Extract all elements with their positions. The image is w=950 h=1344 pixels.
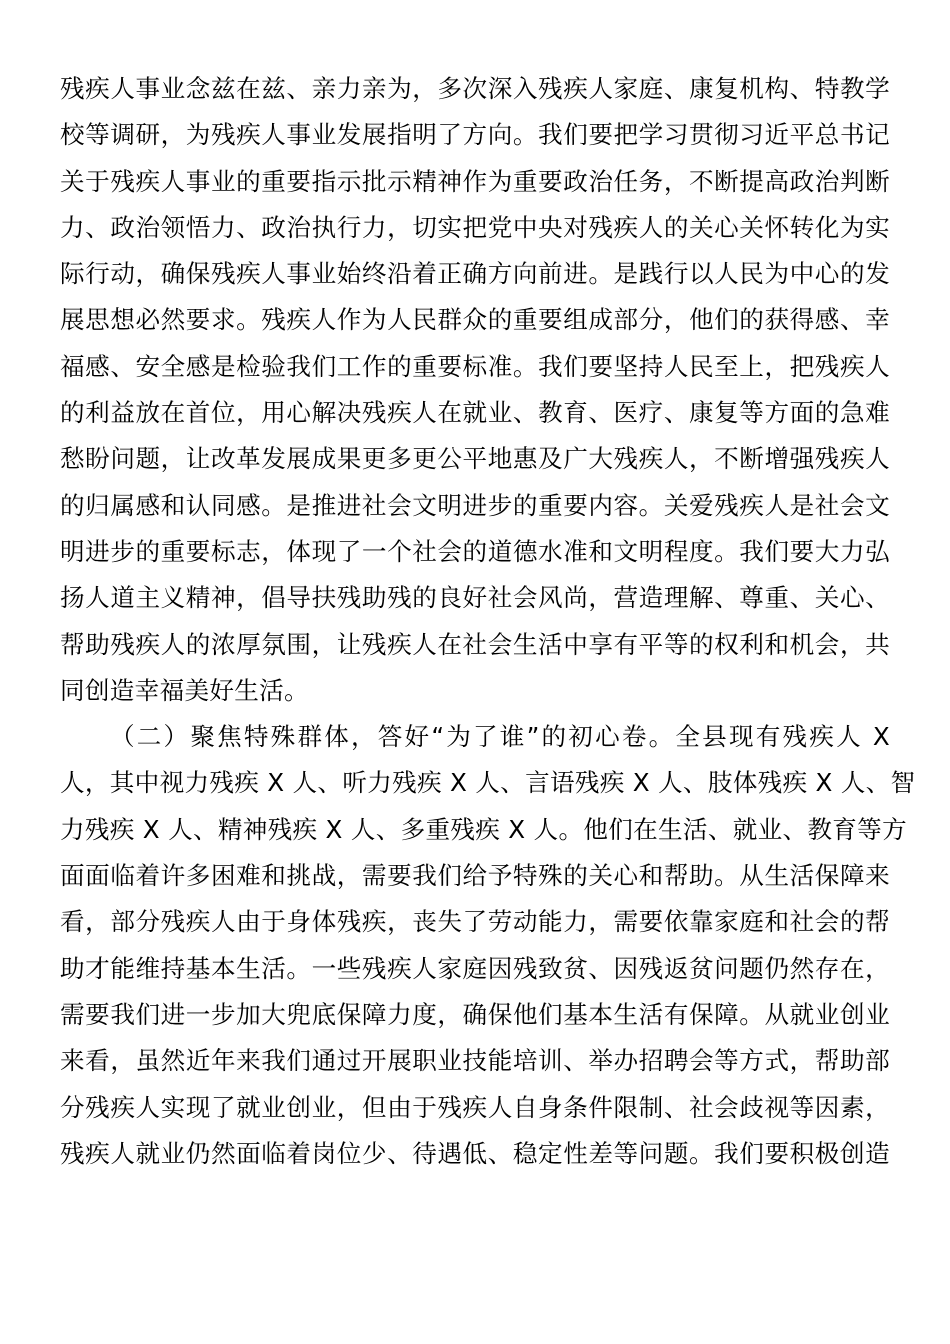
text-line: 残疾人就业仍然面临着岗位少、待遇低、稳定性差等问题。我们要积极创造 [60, 1138, 890, 1168]
text-line: 看，部分残疾人由于身体残疾，丧失了劳动能力，需要依靠家庭和社会的帮 [60, 907, 890, 937]
text-line: 需要我们进一步加大兜底保障力度，确保他们基本生活有保障。从就业创业 [60, 999, 890, 1029]
text-line: 帮助残疾人的浓厚氛围，让残疾人在社会生活中享有平等的权利和机会，共 [60, 629, 890, 659]
text-line: 助才能维持基本生活。一些残疾人家庭因残致贫、因残返贫问题仍然存在， [60, 953, 890, 983]
text-line: 的归属感和认同感。是推进社会文明进步的重要内容。关爱残疾人是社会文 [60, 490, 890, 520]
text-line: 人，其中视力残疾 X 人、听力残疾 X 人、言语残疾 X 人、肢体残疾 X 人、智 [60, 768, 916, 798]
text-line: 力、政治领悟力、政治执行力，切实把党中央对残疾人的关心关怀转化为实 [60, 212, 890, 242]
text-line: 力残疾 X 人、精神残疾 X 人、多重残疾 X 人。他们在生活、就业、教育等方 [60, 814, 907, 844]
text-line: 关于残疾人事业的重要指示批示精神作为重要政治任务，不断提高政治判断 [60, 166, 890, 196]
body-text [60, 66, 916, 1177]
text-line: 福感、安全感是检验我们工作的重要标准。我们要坚持人民至上，把残疾人 [60, 351, 890, 381]
text-line: 的利益放在首位，用心解决残疾人在就业、教育、医疗、康复等方面的急难 [60, 398, 890, 428]
text-line: 明进步的重要标志，体现了一个社会的道德水准和文明程度。我们要大力弘 [60, 536, 890, 566]
text-line: 来看，虽然近年来我们通过开展职业技能培训、举办招聘会等方式，帮助部 [60, 1046, 890, 1076]
text-line: 校等调研，为残疾人事业发展指明了方向。我们要把学习贯彻习近平总书记 [60, 120, 890, 150]
text-line: 面面临着许多困难和挑战，需要我们给予特殊的关心和帮助。从生活保障来 [60, 861, 890, 891]
text-line: 愁盼问题，让改革发展成果更多更公平地惠及广大残疾人，不断增强残疾人 [60, 444, 890, 474]
text-line: 同创造幸福美好生活。 [60, 675, 309, 705]
text-line: 扬人道主义精神，倡导扶残助残的良好社会风尚，营造理解、尊重、关心、 [60, 583, 890, 613]
text-line: 残疾人事业念兹在兹、亲力亲为，多次深入残疾人家庭、康复机构、特教学 [60, 74, 890, 103]
text-line: 展思想必然要求。残疾人作为人民群众的重要组成部分，他们的获得感、幸 [60, 305, 890, 335]
text-line: 分残疾人实现了就业创业，但由于残疾人自身条件限制、社会歧视等因素， [60, 1092, 890, 1122]
section-heading-line: （二）聚焦特殊群体，答好“为了谁”的初心卷。全县现有残疾人 X [110, 722, 890, 752]
text-line: 际行动，确保残疾人事业始终沿着正确方向前进。是践行以人民为中心的发 [60, 259, 890, 289]
